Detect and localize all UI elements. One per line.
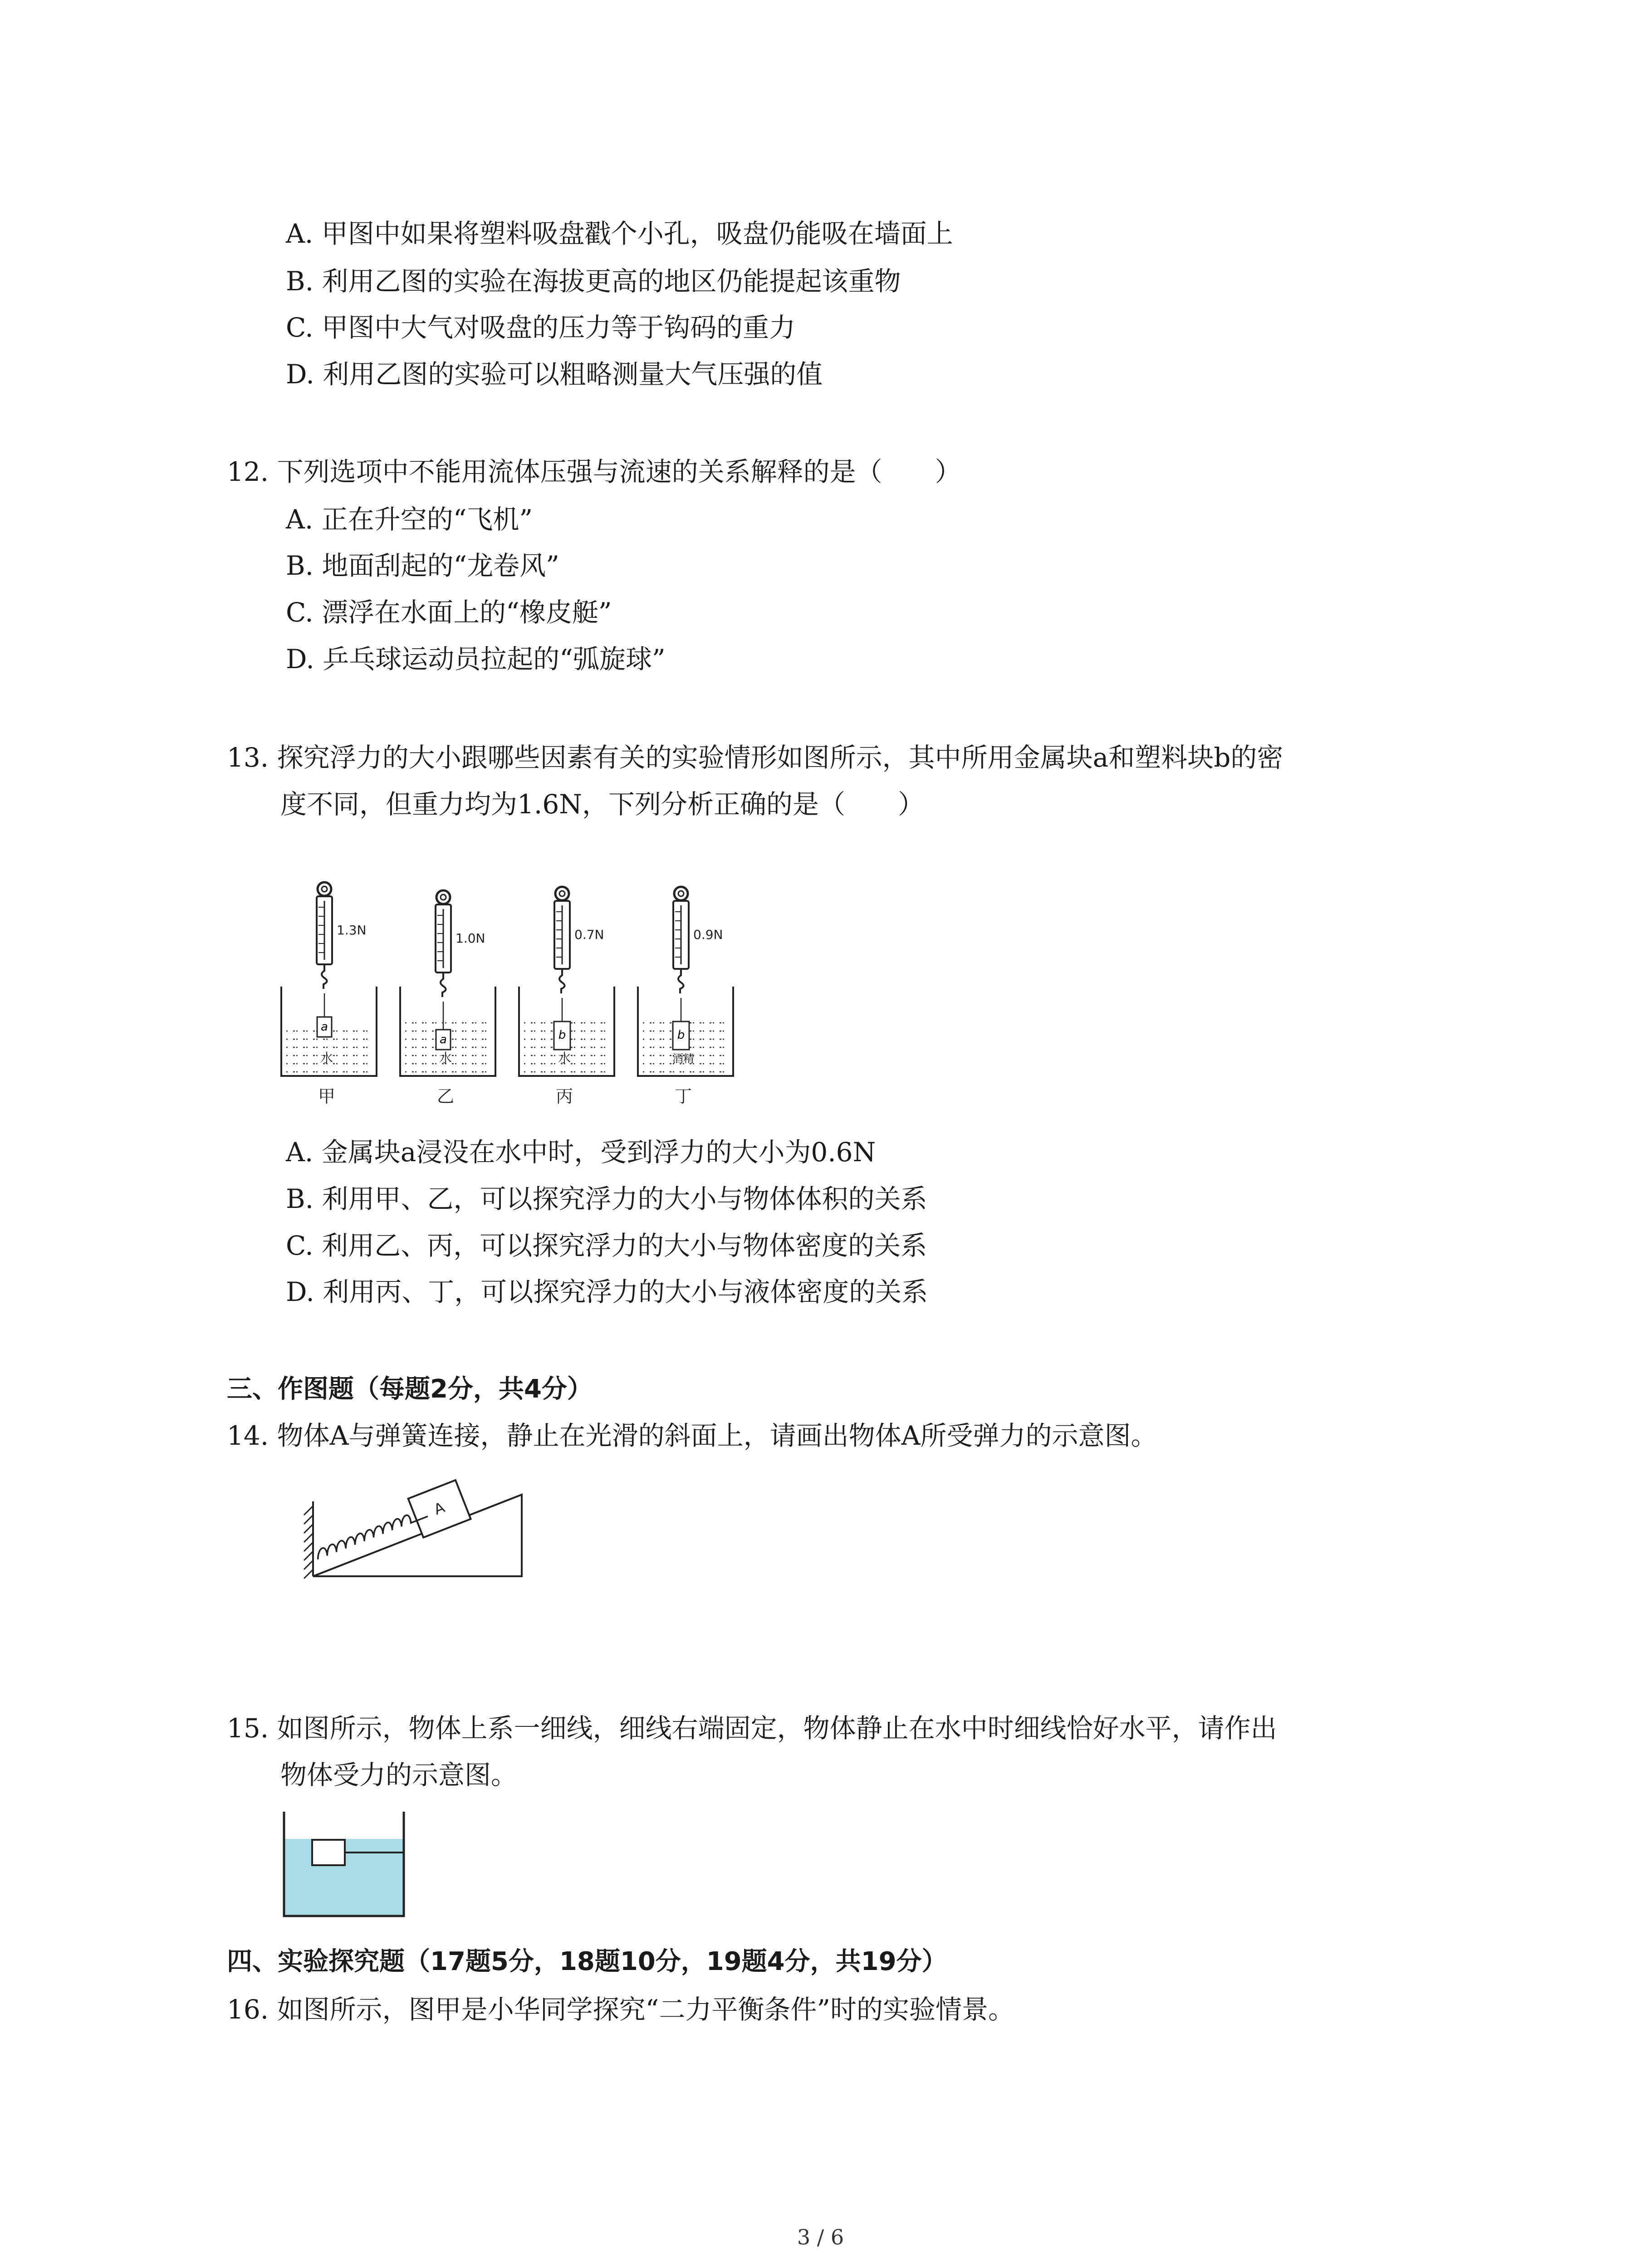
q13-option-a: A. 金属块a浸没在水中时，受到浮力的大小为0.6N [286,1137,876,1168]
panel-yi-block: a [440,1033,447,1046]
q15-stem-line1: 15. 如图所示，物体上系一细线，细线右端固定，物体静止在水中时细线恰好水平，请作出 [227,1713,1277,1744]
q14-stem: 14. 物体A与弹簧连接，静止在光滑的斜面上，请画出物体A所受弹力的示意图。 [227,1420,1157,1451]
panel-jia-reading: 1.3N [337,923,367,938]
q13-option-d: D. 利用丙、丁，可以探究浮力的大小与液体密度的关系 [286,1276,928,1307]
q15-stem-line2: 物体受力的示意图。 [280,1760,518,1790]
q12-option-c: C. 漂浮在水面上的“橡皮艇” [286,597,612,628]
incline-figure [281,1465,526,1583]
panel-ding-liquid: 酒精 [672,1052,694,1065]
panel-bing-reading: 0.7N [574,927,604,942]
q11-option-b: B. 利用乙图的实验在海拔更高的地区仍能提起该重物 [286,266,901,297]
page-number: 3 / 6 [797,2225,844,2249]
q13-stem-line2: 度不同，但重力均为1.6N，下列分析正确的是（ ） [280,789,924,820]
panel-jia-block: a [321,1020,328,1034]
panel-bing-block: b [558,1028,566,1042]
panel-ding [638,887,733,1106]
q12-option-b: B. 地面刮起的“龙卷风” [286,550,559,581]
buoyancy-figure [272,880,762,1134]
panel-yi-liquid: 水 [439,1051,452,1066]
q16-stem: 16. 如图所示，图甲是小华同学探究“二力平衡条件”时的实验情景。 [227,1994,1014,2025]
incline-block-label: A [431,1498,447,1519]
panel-jia-caption: 甲 [318,1086,336,1106]
panel-bing [519,887,614,1106]
panel-bing-liquid: 水 [558,1051,571,1066]
q13-stem-line1: 13. 探究浮力的大小跟哪些因素有关的实验情形如图所示，其中所用金属块a和塑料块b的密 [227,742,1283,773]
panel-ding-caption: 丁 [674,1086,692,1106]
q13-option-c: C. 利用乙、丙，可以探究浮力的大小与物体密度的关系 [286,1230,927,1261]
panel-yi-caption: 乙 [436,1086,455,1106]
panel-ding-reading: 0.9N [693,927,723,942]
q11-option-c: C. 甲图中大气对吸盘的压力等于钩码的重力 [286,312,796,343]
q11-option-d: D. 利用乙图的实验可以粗略测量大气压强的值 [286,359,823,390]
panel-yi [400,890,495,1106]
panel-ding-block: b [677,1028,685,1042]
q12-stem: 12. 下列选项中不能用流体压强与流速的关系解释的是（ ） [227,456,961,487]
q12-option-a: A. 正在升空的“飞机” [286,504,533,535]
q13-option-b: B. 利用甲、乙，可以探究浮力的大小与物体体积的关系 [286,1183,927,1214]
water-tank-figure [281,1810,413,1919]
panel-jia [281,882,377,1106]
section-3-heading: 三、作图题（每题2分，共4分） [227,1374,593,1404]
panel-yi-reading: 1.0N [456,931,485,946]
q12-option-d: D. 乒乓球运动员拉起的“弧旋球” [286,644,666,675]
panel-jia-liquid: 水 [320,1051,333,1066]
panel-bing-caption: 丙 [555,1086,573,1106]
q11-option-a: A. 甲图中如果将塑料吸盘戳个小孔，吸盘仍能吸在墙面上 [286,218,953,249]
section-4-heading: 四、实验探究题（17题5分，18题10分，19题4分，共19分） [227,1947,947,1976]
